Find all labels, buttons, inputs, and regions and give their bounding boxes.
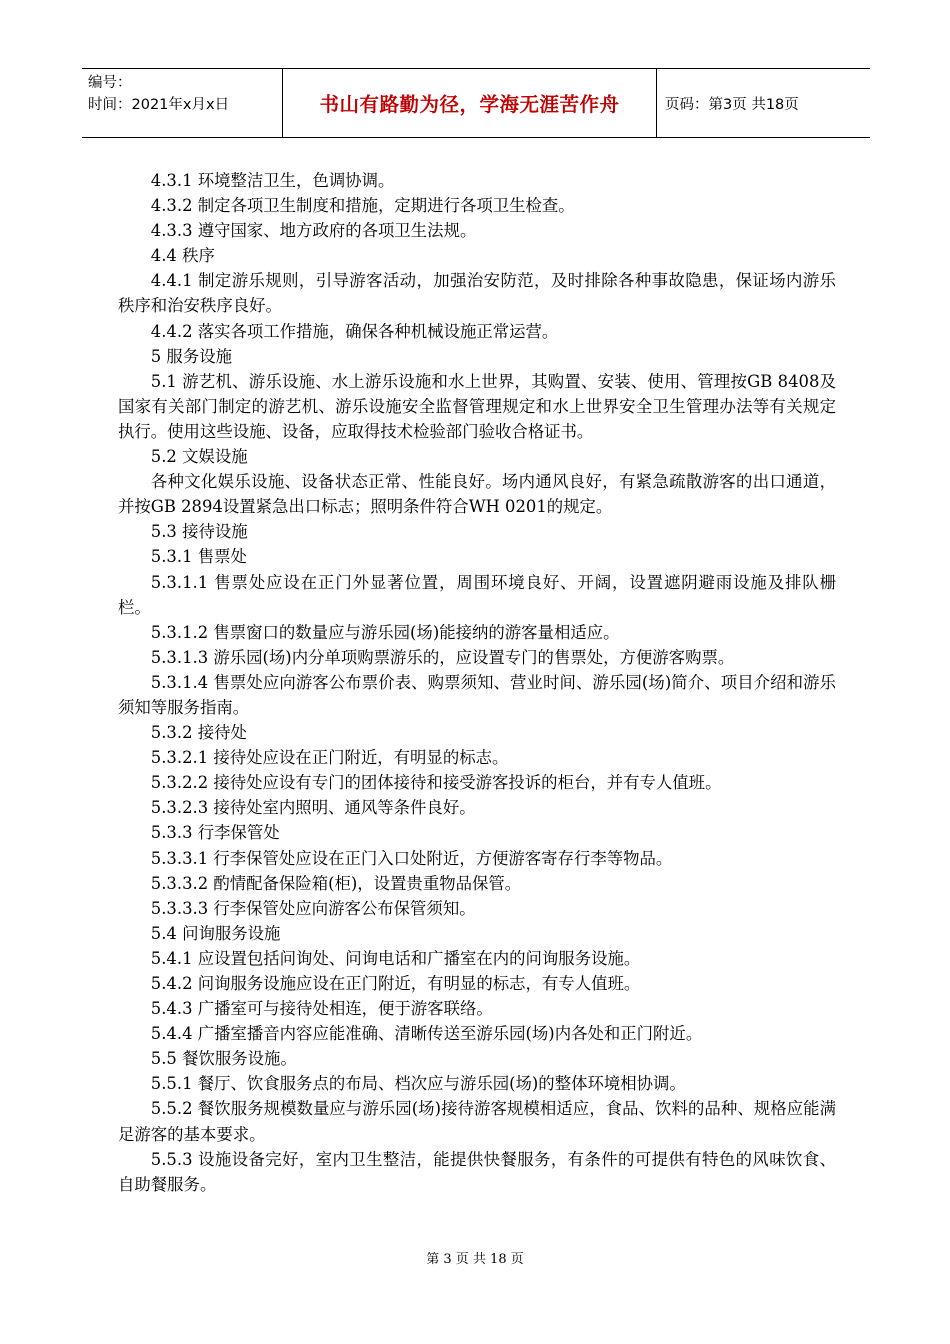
paragraph: 5.5.1 餐厅、饮食服务点的布局、档次应与游乐园(场)的整体环境相协调。 <box>150 1074 686 1094</box>
header-page-number: 页码：第3页 共18页 <box>665 96 799 113</box>
paragraph: 5.4.3 广播室可与接待处相连，便于游客联络。 <box>150 999 493 1019</box>
paragraph: 5.3.3.3 行李保管处应向游客公布保管须知。 <box>150 898 476 918</box>
paragraph: 4.3.3 遵守国家、地方政府的各项卫生法规。 <box>150 221 477 241</box>
paragraph: 4.4.1 制定游乐规则，引导游客活动，加强治安防范，及时排除各种事故隐患，保证场内游乐秩序和治安秩序良好。 <box>118 271 836 316</box>
paragraph: 5.4.1 应设置包括问询处、问询电话和广播室在内的问询服务设施。 <box>150 948 641 968</box>
paragraph: 5 服务设施 <box>150 346 232 366</box>
paragraph: 5.3.2.1 接待处应设在正门附近，有明显的标志。 <box>150 748 509 768</box>
paragraph: 5.2 文娱设施 <box>150 447 248 467</box>
paragraph: 5.3 接待设施 <box>150 522 248 542</box>
paragraph: 4.4 秩序 <box>150 246 215 266</box>
document-number-label: 编号： <box>88 75 132 91</box>
paragraph: 5.4 问询服务设施 <box>150 923 281 943</box>
paragraph: 5.4.4 广播室播音内容应能准确、清晰传送至游乐园(场)内各处和正门附近。 <box>150 1024 703 1044</box>
paragraph: 5.5.2 餐饮服务规模数量应与游乐园(场)接待游客规模相适应，食品、饮料的品种、规格应能满足游客的基本要求。 <box>118 1099 836 1144</box>
document-time-label: 时间：2021年x月x日 <box>88 97 230 113</box>
header-meta <box>82 69 282 137</box>
page-header <box>82 68 870 138</box>
paragraph: 5.3.1.3 游乐园(场)内分单项购票游乐的，应设置专门的售票处，方便游客购票。 <box>150 647 735 667</box>
paragraph: 5.3.3.2 酌情配备保险箱(柜)，设置贵重物品保管。 <box>150 873 522 893</box>
paragraph: 5.3.1 售票处 <box>150 547 247 567</box>
paragraph: 5.1 游艺机、游乐设施、水上游乐设施和水上世界，其购置、安装、使用、管理按GB 8408及国家有关部门制定的游艺机、游乐设施安全监督管理规定和水上世界安全卫生管理办法等有关规定执行。使用这些设施、设备，应取得技术检验部门验收合格证书。 <box>118 371 836 441</box>
page-footer: 第 3 页 共 18 页 <box>426 1252 524 1267</box>
paragraph: 4.3.2 制定各项卫生制度和措施，定期进行各项卫生检查。 <box>150 196 575 216</box>
paragraph: 5.3.3 行李保管处 <box>150 823 280 843</box>
paragraph: 各种文化娱乐设施、设备状态正常、性能良好。场内通风良好，有紧急疏散游客的出口通道，并按GB 2894设置紧急出口标志；照明条件符合WH 0201的规定。 <box>118 472 836 517</box>
paragraph: 5.3.3.1 行李保管处应设在正门入口处附近，方便游客寄存行李等物品。 <box>150 848 673 868</box>
paragraph: 4.4.2 落实各项工作措施，确保各种机械设施正常运营。 <box>150 321 559 341</box>
paragraph: 5.3.1.2 售票窗口的数量应与游乐园(场)能接纳的游客量相适应。 <box>150 622 620 642</box>
paragraph: 5.3.2.2 接待处应设有专门的团体接待和接受游客投诉的柜台，并有专人值班。 <box>150 773 722 793</box>
paragraph: 5.3.1.4 售票处应向游客公布票价表、购票须知、营业时间、游乐园(场)简介、项目介绍和游乐须知等服务指南。 <box>118 672 836 717</box>
paragraph: 5.5.3 设施设备完好，室内卫生整洁，能提供快餐服务，有条件的可提供有特色的风味饮食、自助餐服务。 <box>118 1149 836 1194</box>
header-motto: 书山有路勤为径，学海无涯苦作舟 <box>282 69 657 137</box>
document-body <box>118 168 836 1197</box>
paragraph: 5.3.2.3 接待处室内照明、通风等条件良好。 <box>150 798 476 818</box>
paragraph: 5.3.2 接待处 <box>150 723 247 743</box>
paragraph: 5.5 餐饮服务设施。 <box>150 1049 297 1069</box>
paragraph: 5.3.1.1 售票处应设在正门外显著位置，周围环境良好、开阔，设置遮阴避雨设施及排队栅栏。 <box>118 572 836 617</box>
paragraph: 5.4.2 问询服务设施应设在正门附近，有明显的标志，有专人值班。 <box>150 974 641 993</box>
paragraph: 4.3.1 环境整洁卫生，色调协调。 <box>150 171 395 190</box>
